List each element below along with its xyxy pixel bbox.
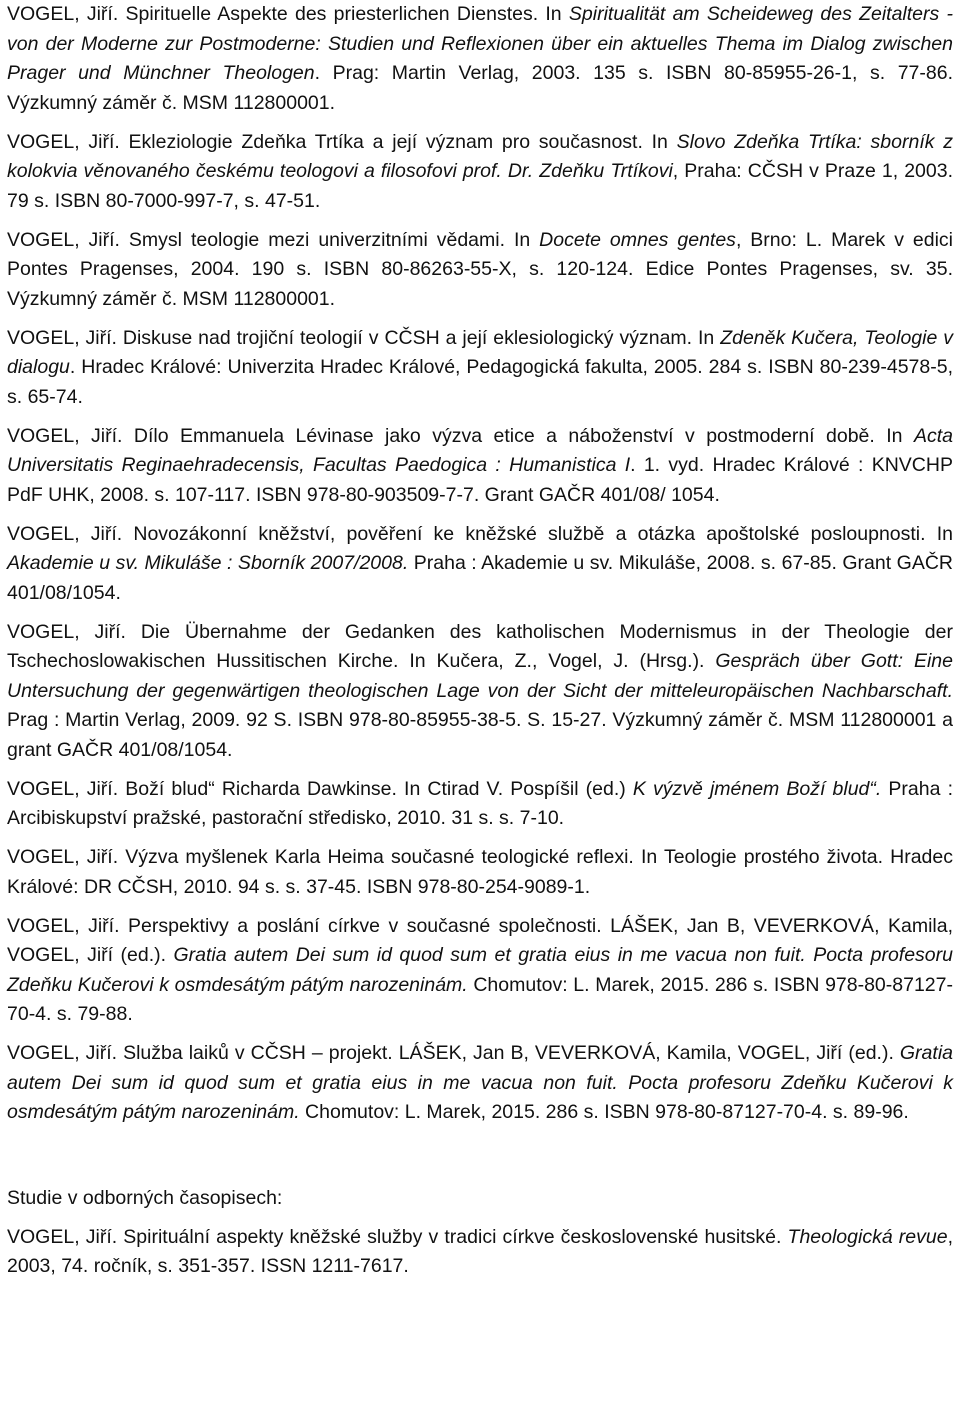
bibliography-entry bbox=[7, 324, 953, 413]
bibliography-entry bbox=[7, 912, 953, 1030]
entry-title-italic: Zdeněk Kučera, Teologie v dialogu bbox=[7, 326, 953, 378]
entry-text: VOGEL, Jiří. Die Übernahme der Gedanken des katholischen Modernismus in der Theologie der Tschechoslowakischen Hussitischen Kirche. In Kučera, Z., Vogel, J. (Hrsg.). bbox=[7, 620, 953, 672]
bibliography-entry bbox=[7, 618, 953, 766]
entry-text: VOGEL, Jiří. Novozákonní kněžství, pověření ke kněžské službě a otázka apoštolské posloupnosti. In bbox=[7, 522, 953, 545]
bibliography-entry bbox=[7, 226, 953, 315]
entry-text: . Hradec Králové: Univerzita Hradec Králové, Pedagogická fakulta, 2005. 284 s. ISBN 80-239-4578-5, s. 65-74. bbox=[7, 356, 953, 408]
bibliography-entry bbox=[7, 775, 953, 834]
entry-title-italic: Gratia autem Dei sum id quod sum et gratia eius in me vacua non fuit. Pocta profesoru Zdeňku Kučerovi k osmdesátým pátým narozeninám. bbox=[7, 944, 953, 996]
entry-text: . 1. vyd. Hradec Králové : KNVCHP PdF UHK, 2008. s. 107-117. ISBN 978-80-903509-7-7. Grant GAČR 401/08/ 1054. bbox=[7, 454, 953, 506]
bibliography-entry bbox=[7, 520, 953, 609]
entry-title-italic: Slovo Zdeňka Trtíka: sborník z kolokvia věnovaného českému teologovi a filosofovi prof. Dr. Zdeňku Trtíkovi bbox=[7, 130, 953, 182]
entry-text: VOGEL, Jiří. Ekleziologie Zdeňka Trtíka a její význam pro současnost. In bbox=[7, 130, 677, 153]
entry-text: Chomutov: L. Marek, 2015. 286 s. ISBN 978-80-87127-70-4. s. 89-96. bbox=[299, 1101, 909, 1123]
entry-title-italic: Theologická revue bbox=[787, 1225, 948, 1248]
section-heading: Studie v odborných časopisech: bbox=[7, 1186, 283, 1209]
entry-text: Chomutov: L. Marek, 2015. 286 s. ISBN 978-80-87127-70-4. s. 79-88. bbox=[7, 973, 953, 1025]
bibliography-entry bbox=[7, 1039, 953, 1128]
bibliography-entry bbox=[7, 1223, 953, 1282]
entry-title-italic: Gespräch über Gott: Eine Untersuchung der gegenwärtigen theologischen Lage von der Sicht der mitteleuropäischen Nachbarschaft. bbox=[7, 650, 953, 702]
entry-text: , Praha: CČSH v Praze 1, 2003. 79 s. ISBN 80-7000-997-7, s. 47-51. bbox=[7, 160, 953, 212]
entry-title-italic: K výzvě jménem Boží blud“. bbox=[632, 777, 882, 800]
bibliography-list bbox=[7, 0, 953, 1128]
entry-text: , Brno: L. Marek v edici Pontes Pragenses, 2004. 190 s. ISBN 80-86263-55-X, s. 120-124. Edice Pontes Pragenses, sv. 35. Výzkumný záměr č. MSM 112800001. bbox=[7, 228, 953, 310]
entry-text: VOGEL, Jiří. Spirituelle Aspekte des priesterlichen Dienstes. In bbox=[7, 3, 569, 25]
entry-text: , 2003, 74. ročník, s. 351-357. ISSN 1211-7617. bbox=[7, 1225, 954, 1277]
entry-text: Praha : Akademie u sv. Mikuláše, 2008. s. 67-85. Grant GAČR 401/08/1054. bbox=[7, 552, 953, 604]
entry-text: VOGEL, Jiří. Výzva myšlenek Karla Heima současné teologické reflexi. In Teologie prostého života. Hradec Králové: DR CČSH, 2010. 94 s. s. 37-45. ISBN 978-80-254-9089-1. bbox=[7, 846, 953, 898]
bibliography-entry bbox=[7, 843, 953, 902]
entry-text: VOGEL, Jiří. Boží blud“ Richarda Dawkinse. In Ctirad V. Pospíšil (ed.) bbox=[7, 777, 633, 800]
entry-title-italic: Acta Universitatis Reginaehradecensis, Facultas Paedogica : Humanistica I bbox=[7, 424, 953, 476]
entry-text: VOGEL, Jiří. Dílo Emmanuela Lévinase jako výzva etice a náboženství v postmoderní době. In bbox=[7, 424, 914, 447]
entry-title-italic: Akademie u sv. Mikuláše : Sborník 2007/2008. bbox=[7, 552, 409, 574]
entry-text: VOGEL, Jiří. Perspektivy a poslání církve v současné společnosti. LÁŠEK, Jan B, VEVERKOVÁ, Kamila, VOGEL, Jiří (ed.). bbox=[7, 914, 953, 966]
journal-articles-list bbox=[7, 1223, 953, 1282]
entry-text: VOGEL, Jiří. Smysl teologie mezi univerzitními vědami. In bbox=[7, 228, 540, 251]
entry-text: Prag : Martin Verlag, 2009. 92 S. ISBN 978-80-85955-38-5. S. 15-27. Výzkumný záměr č. MSM 112800001 a grant GAČR 401/08/1054. bbox=[7, 709, 953, 761]
entry-text: VOGEL, Jiří. Diskuse nad trojiční teologií v CČSH a její eklesiologický význam. In bbox=[7, 326, 721, 349]
entry-text: . Prag: Martin Verlag, 2003. 135 s. ISBN 80-85955-26-1, s. 77-86. Výzkumný záměr č. MSM 112800001. bbox=[7, 62, 953, 114]
bibliography-entry bbox=[7, 0, 953, 118]
bibliography-entry bbox=[7, 422, 953, 511]
entry-title-italic: Gratia autem Dei sum id quod sum et gratia eius in me vacua non fuit. Pocta profesoru Zdeňku Kučerovi k osmdesátým pátým narozeninám. bbox=[7, 1042, 953, 1123]
entry-title-italic: Docete omnes gentes bbox=[539, 228, 736, 251]
entry-text: VOGEL, Jiří. Spirituální aspekty kněžské služby v tradici církve československé husitské. bbox=[7, 1225, 788, 1248]
bibliography-entry bbox=[7, 128, 953, 217]
entry-text: Praha : Arcibiskupství pražské, pastorační středisko, 2010. 31 s. s. 7-10. bbox=[7, 777, 953, 829]
entry-text: VOGEL, Jiří. Služba laiků v CČSH – projekt. LÁŠEK, Jan B, VEVERKOVÁ, Kamila, VOGEL, Jiří (ed.). bbox=[7, 1042, 900, 1064]
document-page bbox=[7, 0, 953, 1282]
entry-title-italic: Spiritualität am Scheideweg des Zeitalters - von der Moderne zur Postmoderne: Studien und Reflexionen über ein aktuelles Thema im Dialog zwischen Prager und Münchner Theologen bbox=[7, 3, 953, 84]
